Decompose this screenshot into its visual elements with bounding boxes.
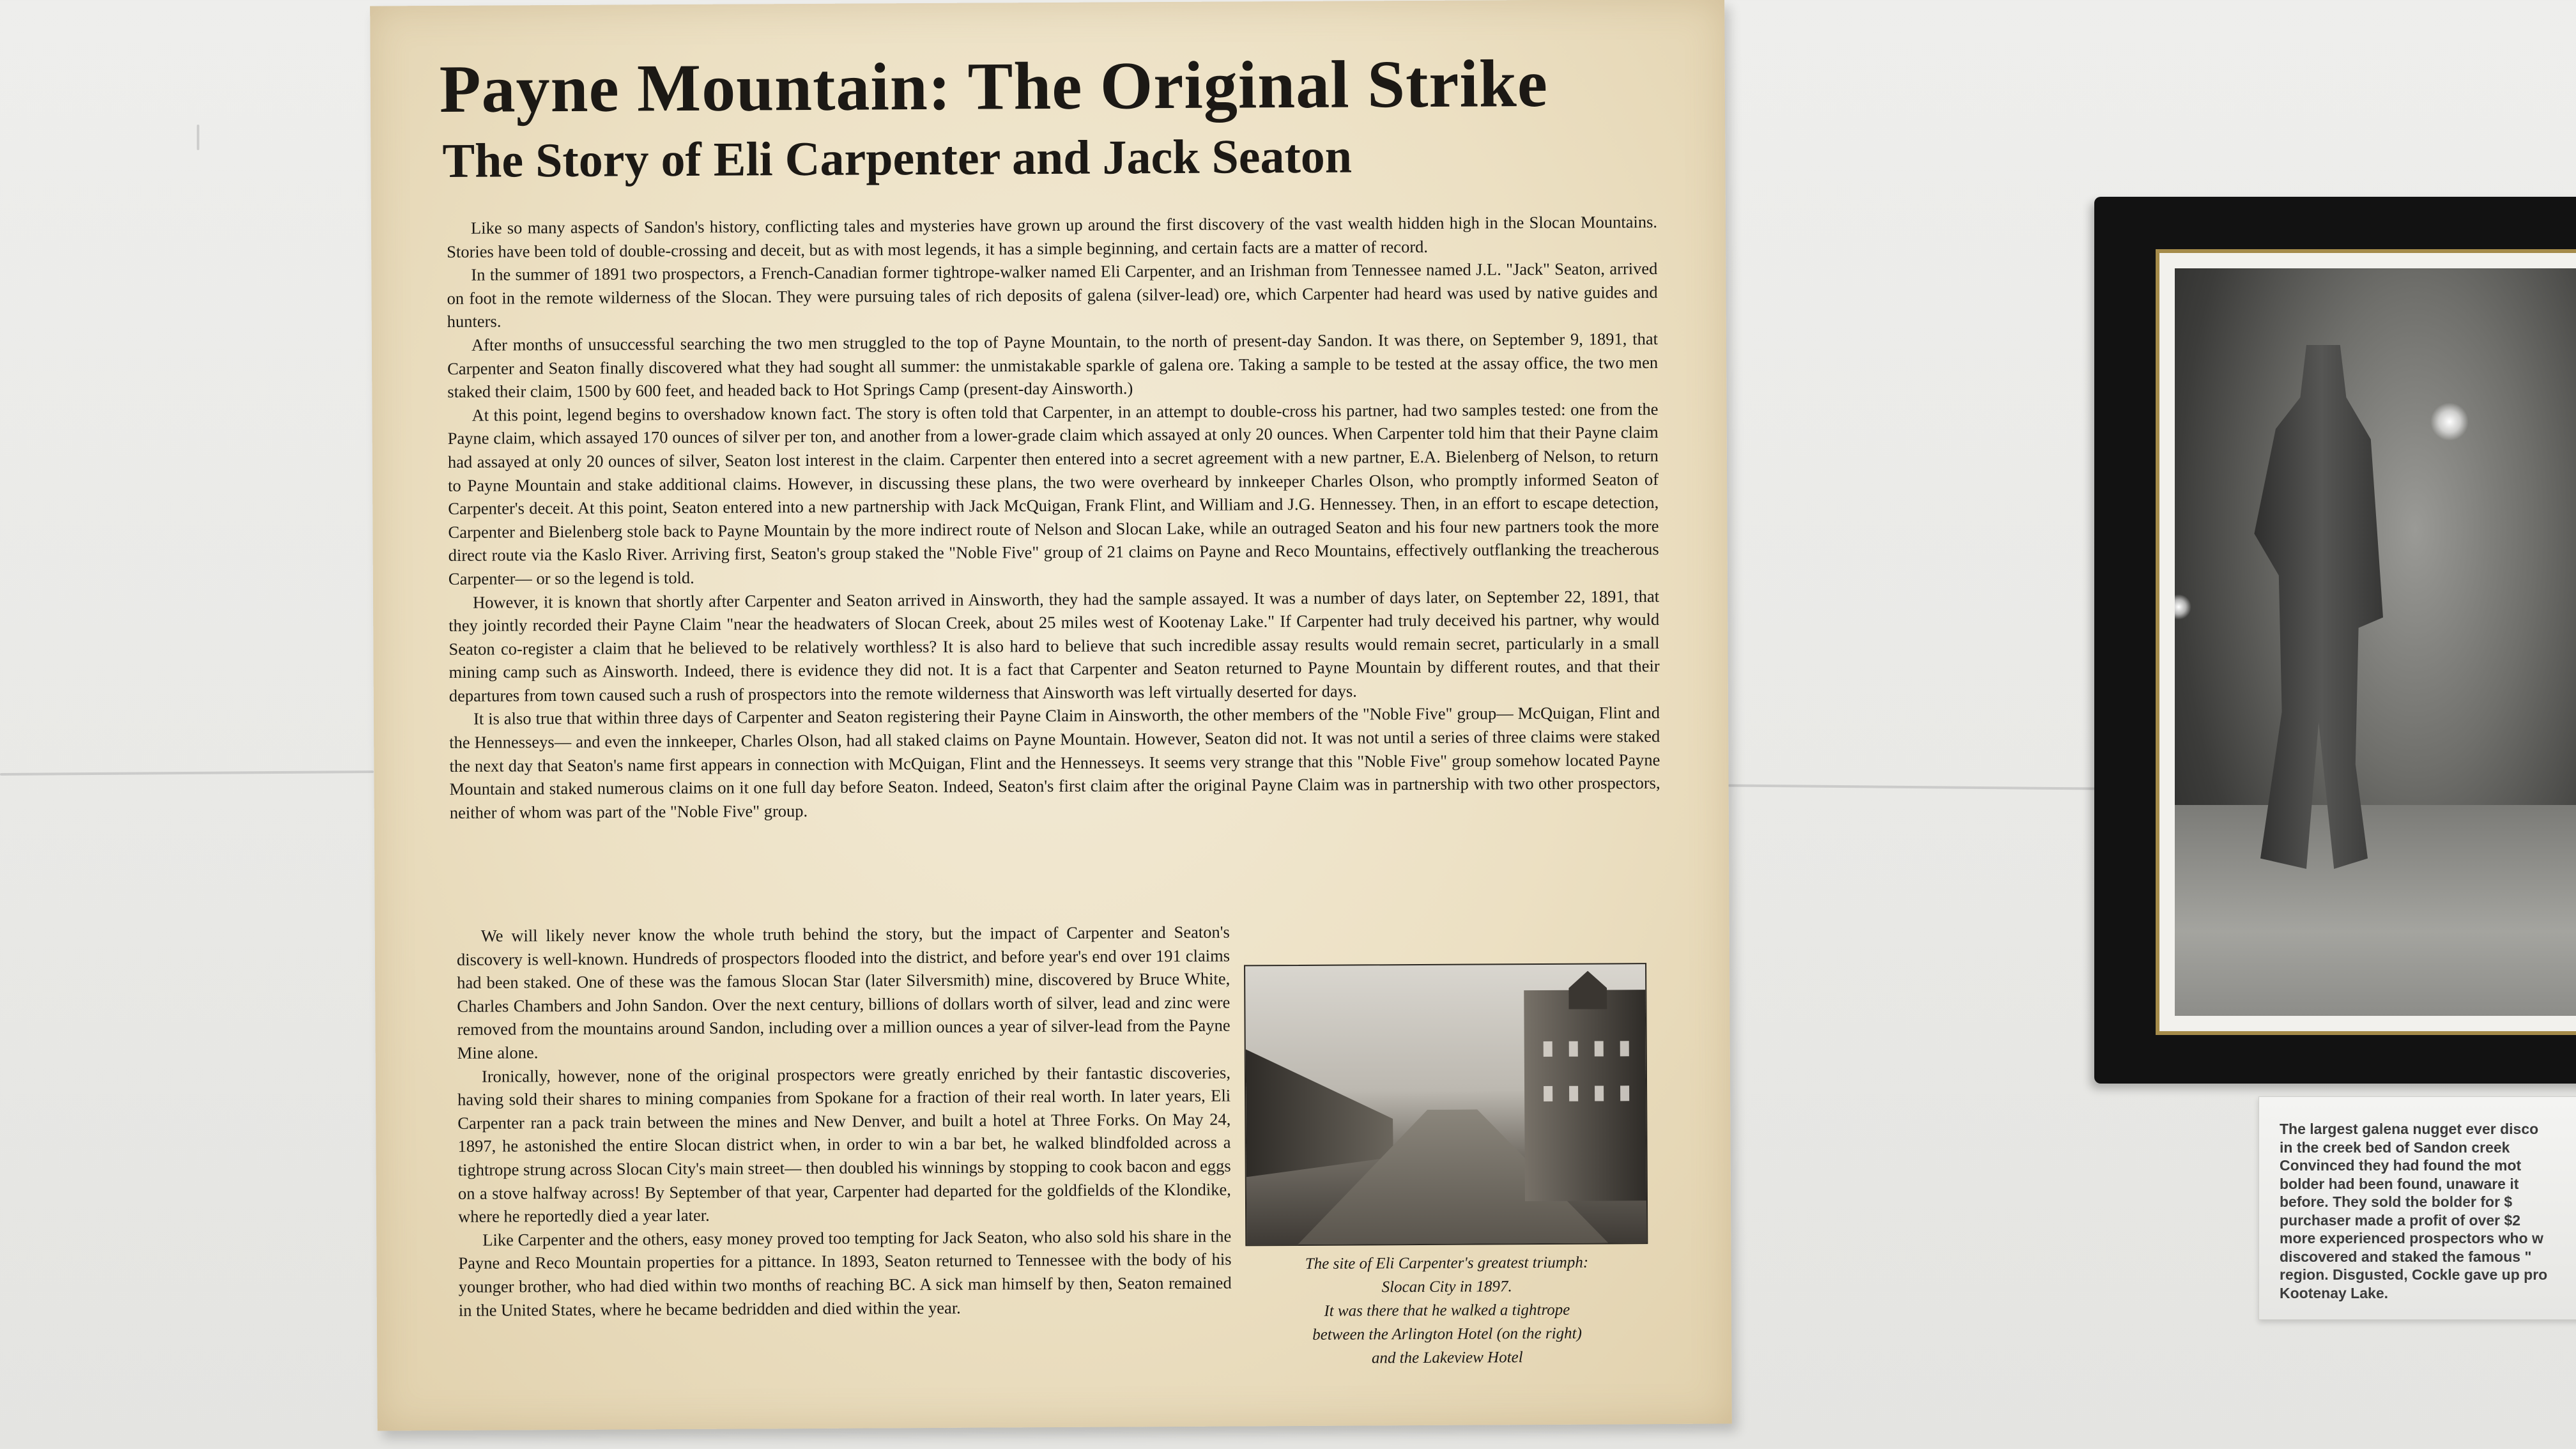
wall-mark [197,125,199,150]
paragraph: We will likely never know the whole truth behind the story, but the impact of Carpenter and Seaton's discovery is well-known. Hundreds of prospectors flooded into the district, and before year's end over 191 claims had been staked. One of these was the famous Slocan Star (later Silversmith) mine, discovered by Bruce White, Charles Chambers and John Sandon. Over the next century, billions of dollars worth of silver, lead and zinc were removed from the mountains around Sandon, including over a million ounces a year of silver-lead from the Payne Mine alone. [456,922,1230,1062]
placard-line: Kootenay Lake. [2280,1284,2388,1301]
placard-line: discovered and staked the famous " [2280,1248,2532,1265]
paragraph: In the summer of 1891 two prospectors, a French-Canadian former tightrope-walker named Eli Carpenter, and an Irishman from Tennessee named J.L. "Jack" Seaton, arrived on foot in the remote wilderness of the Slocan. They were pursuing tales of rich deposits of galena (silver-lead) ore, which Carpenter had heard was used by native guides and hunters. [447,259,1658,332]
placard-line: bolder had been found, unaware it [2280,1175,2519,1192]
photo-caption [1226,1250,1667,1371]
placard-line: region. Disgusted, Cockle gave up pro [2280,1266,2548,1283]
photo-arlington-hotel [1524,990,1646,1201]
caption-line: It was there that he walked a tightrope [1324,1301,1570,1320]
prospector-figure [2245,345,2398,869]
caption-line: Slocan City in 1897. [1381,1278,1512,1296]
placard-text [2280,1120,2576,1302]
poster-body [447,210,1660,824]
photo-window [1569,1086,1578,1101]
wall-crack [0,770,374,776]
framed-photo [2094,197,2576,1084]
slocan-city-photo [1244,963,1648,1246]
nugget-placard [2258,1096,2576,1320]
photo-ground [2175,805,2576,1016]
paragraph: Ironically, however, none of the original prospectors were greatly enriched by their fantastic discoveries, having sold their shares to mining companies from Spokane for a fraction of their real worth. In later years, Eli Carpenter ran a pack train between the mines and New Denver, and built a hotel at Three Forks. On May 24, 1897, he astonished the entire Slocan district when, in order to win a bar bet, he walked blindfolded across a tightrope strung across Slocan City's main street— then doubled his winnings by stopping to cook bacon and eggs on a stove halfway across! By September of that year, Carpenter had departed for the goldfields of the Klondike, where he reportedly died a year later. [457,1062,1231,1226]
paragraph: After months of unsuccessful searching the two men struggled to the top of Payne Mountain, to the north of present-day Sandon. It was there, on September 9, 1891, that Carpenter and Seaton finally discovered what they had sought all summer: the unmistakable sparkle of galena ore. Taking a sample to be tested at the assay office, the two men staked their claim, 1500 by 600 feet, and headed back to Hot Springs Camp (present-day Ainsworth.) [447,328,1659,402]
photo-window [1595,1085,1604,1101]
photo-window [1544,1086,1552,1101]
poster-lower-body [457,921,1232,1322]
light-glare [2175,594,2191,620]
photo-left-buildings [1246,1048,1393,1177]
placard-line: Convinced they had found the mot [2280,1157,2522,1174]
paragraph: However, it is known that shortly after Carpenter and Seaton arrived in Ainsworth, they had the sample assayed. It was a number of days later, on September 22, 1891, that they jointly recorded their Payne Claim "near the headwaters of Slocan Creek, about 25 miles west of Kootenay Lake." If Carpenter had truly deceived his partner, why would Seaton co-register a claim that he believed to be relatively worthless? It is also hard to believe that such incredible assay results would remain secret, particularly in a small mining camp such as Ainsworth. Indeed, there is evidence they did not. It is a fact that Carpenter and Seaton returned to Payne Mountain by different routes, and that their departures from town caused such a rush of prospectors into the remote wilderness that Ainsworth was left virtually deserted for days. [448,586,1660,705]
light-glare [2430,402,2469,441]
photo-window [1595,1041,1604,1056]
placard-line: purchaser made a profit of over $2 [2280,1211,2521,1229]
prospector-photo [2175,268,2576,1016]
placard-line: The largest galena nugget ever disco [2280,1121,2539,1137]
photo-window [1620,1041,1629,1056]
photo-mat [2156,249,2576,1035]
caption-line: between the Arlington Hotel (on the right) [1312,1324,1582,1344]
photo-window [1544,1041,1552,1057]
photo-hotel-tower [1568,970,1607,1009]
poster-title: Payne Mountain: The Original Strike [439,45,1549,126]
placard-line: more experienced prospectors who w [2280,1230,2543,1246]
caption-line: The site of Eli Carpenter's greatest triumph: [1305,1254,1589,1273]
photo-window [1569,1041,1578,1057]
placard-line: in the creek bed of Sandon creek [2280,1138,2510,1156]
caption-line: and the Lakeview Hotel [1371,1349,1523,1367]
poster-subtitle: The Story of Eli Carpenter and Jack Seaton [442,129,1353,188]
placard-line: before. They sold the bolder for $ [2280,1193,2513,1210]
history-poster [370,0,1732,1431]
paragraph: At this point, legend begins to overshadow known fact. The story is often told that Carpenter, in an attempt to double-cross his partner, had two samples tested: one from the Payne claim, which assayed 170 ounces of silver per ton, and another from a lower-grade claim which assayed at only 20 ounces. When Carpenter told him that their Payne claim had assayed at only 20 ounces of silver, Seaton lost interest in the claim. Carpenter then entered into a secret agreement with a new partner, E.A. Bielenberg of Nelson, to return to Payne Mountain and stake additional claims. However, in discussing these plans, the two were overheard by innkeeper Charles Olson, who promptly informed Seaton of Carpenter's deceit. At this point, Seaton entered into a new partnership with Jack McQuigan, Frank Flint, and William and J.G. Hennessey. Then, in an effort to escape detection, Carpenter and Bielenberg stole back to Payne Mountain by the more indirect route of Nelson and Slocan Lake, while an outraged Seaton and his four new partners took the more direct route via the Kaslo River. Arriving first, Seaton's group staked the "Noble Five" group of 21 claims on Payne and Reco Mountains, effectively outflanking the treacherous Carpenter— or so the legend is told. [447,399,1659,588]
wall-crack [1728,784,2099,790]
paragraph: Like so many aspects of Sandon's history, conflicting tales and mysteries have grown up around the first discovery of the vast wealth hidden high in the Slocan Mountains. Stories have been told of double-crossing and deceit, but as with most legends, it has a simple beginning, and certain facts are a matter of record. [447,212,1658,261]
photo-window [1620,1085,1629,1101]
paragraph: Like Carpenter and the others, easy money proved too tempting for Jack Seaton, who also sold his share in the Payne and Reco Mountain properties for a pittance. In 1893, Seaton returned to Tennessee with the body of his younger brother, who had died within two months of reaching BC. A sick man himself by then, Seaton remained in the United States, where he became bedridden and died within the year. [458,1226,1232,1320]
paragraph: It is also true that within three days of Carpenter and Seaton registering their Payne Claim in Ainsworth, the other members of the "Noble Five" group— McQuigan, Flint and the Hennesseys— and even the innkeeper, Charles Olson, had all staked claims on Payne Mountain. However, Seaton did not. It was not until a series of three claims were staked the next day that Seaton's name first appears in connection with McQuigan, Flint and the Hennesseys. It seems very strange that this "Noble Five" group somehow located Payne Mountain and staked numerous claims on it one full day before Seaton. Indeed, Seaton's first claim after the original Payne Claim was in partnership with two other prospectors, neither of whom was part of the "Noble Five" group. [449,703,1660,822]
